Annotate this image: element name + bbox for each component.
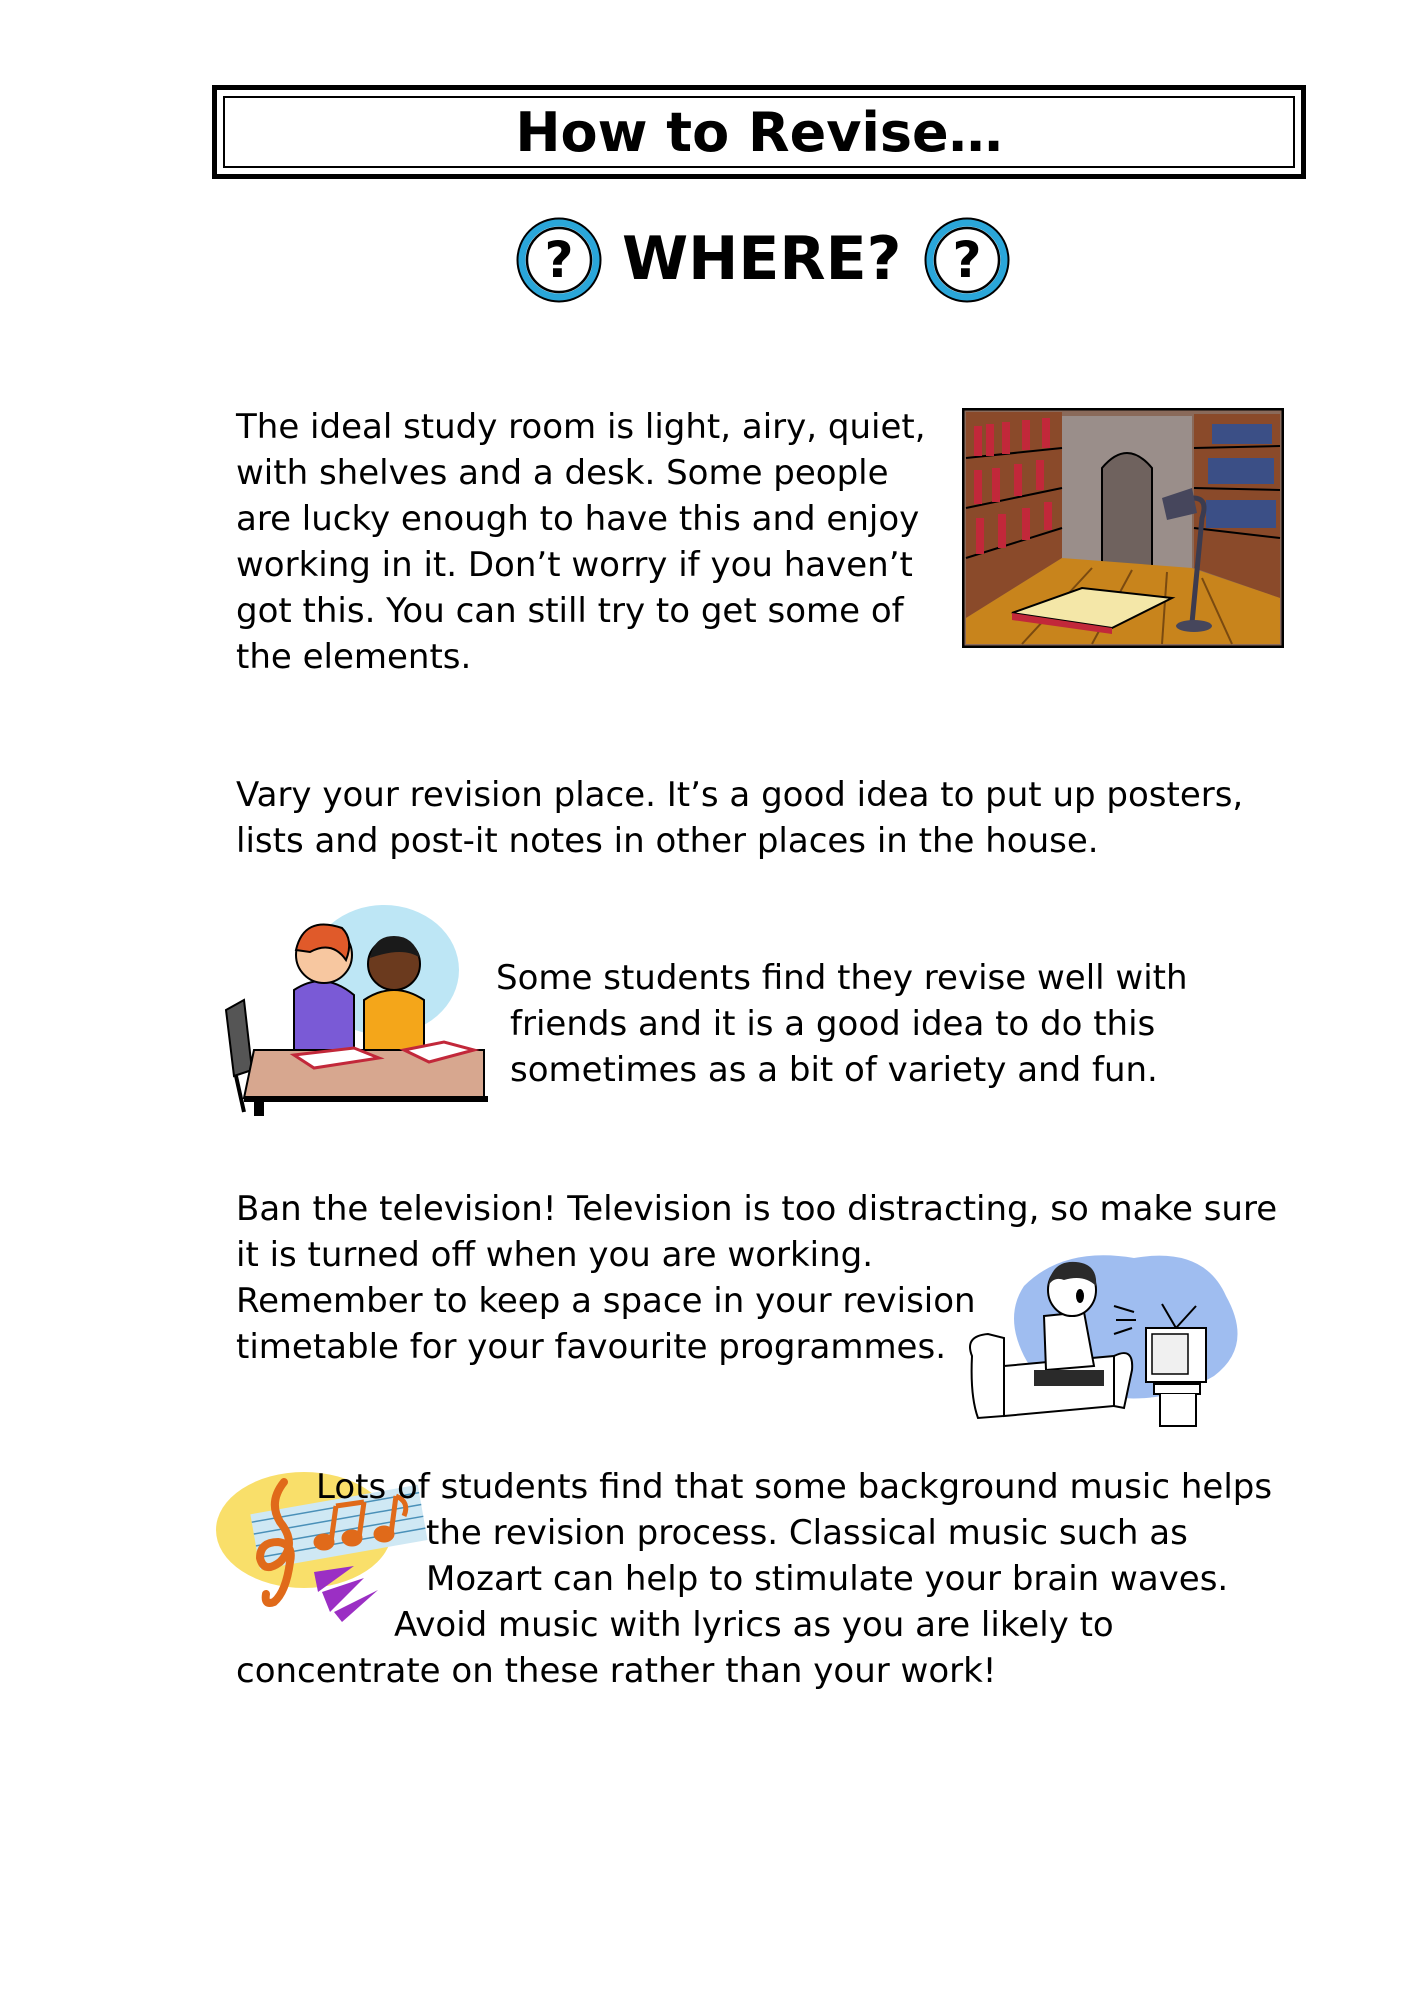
- text-line: friends and it is a good idea to do this: [510, 1004, 1156, 1044]
- svg-text:?: ?: [952, 231, 982, 289]
- title-inner-border: [223, 96, 1295, 168]
- section-heading: WHERE?: [622, 224, 902, 294]
- text-line: Avoid music with lyrics as you are likely to: [394, 1605, 1114, 1645]
- text-line: the elements.: [236, 637, 472, 677]
- title-box: [212, 85, 1306, 179]
- man-watching-tv-illustration: [964, 1246, 1246, 1432]
- text-line: with shelves and a desk. Some people: [236, 453, 889, 493]
- paragraph-friends: [496, 955, 1188, 1093]
- text-line: The ideal study room is light, airy, quiet,: [236, 407, 926, 447]
- text-line: Ban the television! Television is too distracting, so make sure: [236, 1189, 1278, 1229]
- subtitle-row: [0, 215, 1414, 305]
- paragraph-vary-place: [236, 772, 1243, 864]
- question-mark-icon: [514, 215, 604, 305]
- text-line: are lucky enough to have this and enjoy: [236, 499, 920, 539]
- question-mark-icon: [922, 215, 1012, 305]
- text-line: Remember to keep a space in your revision: [236, 1281, 976, 1321]
- text-line: Some students find they revise well with: [496, 958, 1188, 998]
- text-line: working in it. Don’t worry if you haven’t: [236, 545, 913, 585]
- text-line: Lots of students find that some background music helps: [316, 1467, 1273, 1507]
- study-room-illustration: [962, 408, 1284, 648]
- text-line: it is turned off when you are working.: [236, 1235, 874, 1275]
- text-line: lists and post-it notes in other places in the house.: [236, 821, 1099, 861]
- text-line: the revision process. Classical music such as: [426, 1513, 1188, 1553]
- text-line: sometimes as a bit of variety and fun.: [510, 1050, 1158, 1090]
- text-line: timetable for your favourite programmes.: [236, 1327, 946, 1367]
- text-line: Mozart can help to stimulate your brain waves.: [426, 1559, 1229, 1599]
- text-line: concentrate on these rather than your work!: [236, 1651, 997, 1691]
- paragraph-study-room: [236, 404, 926, 680]
- text-line: got this. You can still try to get some of: [236, 591, 904, 631]
- students-studying-illustration: [214, 900, 494, 1116]
- text-line: Vary your revision place. It’s a good idea to put up posters,: [236, 775, 1244, 815]
- svg-text:?: ?: [544, 231, 574, 289]
- page-title: How to Revise…: [515, 100, 1003, 164]
- paragraph-music: [236, 1464, 1272, 1694]
